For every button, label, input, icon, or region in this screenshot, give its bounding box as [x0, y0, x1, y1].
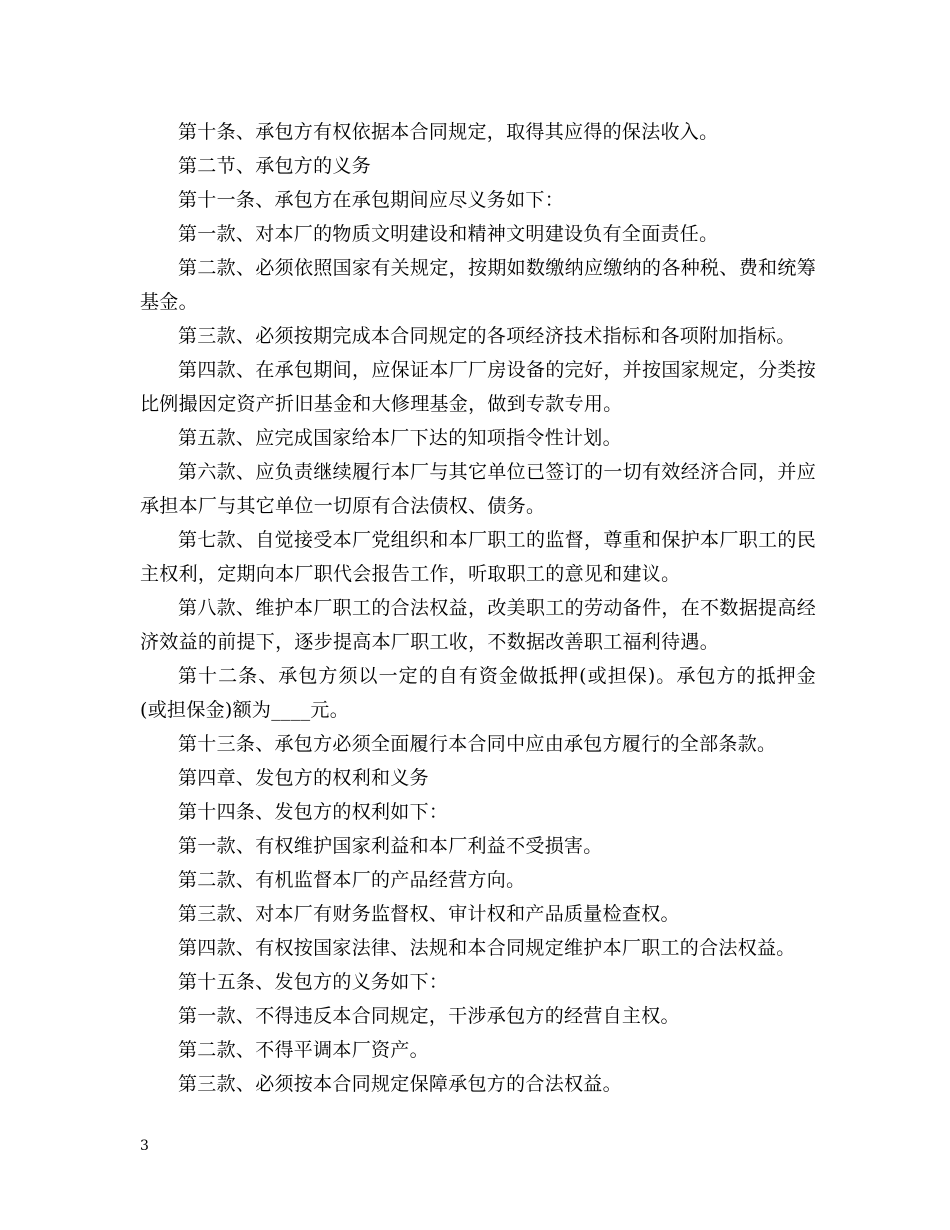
paragraph: 第八款、维护本厂职工的合法权益，改美职工的劳动备件，在不数据提高经济效益的前提下，逐步提高本厂职工收，不数据改善职工福利待遇。: [140, 597, 816, 653]
paragraph: 第三款、必须按期完成本合同规定的各项经济技术指标和各项附加指标。: [178, 325, 796, 347]
paragraph: 第二款、有机监督本厂的产品经营方向。: [178, 869, 526, 891]
paragraph: 第十三条、承包方必须全面履行本合同中应由承包方履行的全部条款。: [178, 733, 777, 755]
paragraph: 第四款、在承包期间，应保证本厂厂房设备的完好，并按国家规定，分类按比例撮因定资产折旧基金和大修理基金，做到专款专用。: [140, 359, 816, 415]
paragraph: 第十条、承包方有权依据本合同规定，取得其应得的保法收入。: [178, 121, 719, 143]
section-heading: 第二节、承包方的义务: [178, 155, 372, 177]
paragraph: 第十五条、发包方的义务如下：: [178, 971, 449, 993]
paragraph: 第七款、自觉接受本厂党组织和本厂职工的监督，尊重和保护本厂职工的民主权利，定期向本厂职代会报告工作，听取职工的意见和建议。: [140, 529, 816, 585]
paragraph: 第二款、必须依照国家有关规定，按期如数缴纳应缴纳的各种税、费和统筹基金。: [140, 257, 816, 313]
paragraph: 第十一条、承包方在承包期间应尽义务如下：: [178, 189, 565, 211]
paragraph: 第十四条、发包方的权利如下：: [178, 801, 449, 823]
page-number: 3: [140, 1138, 149, 1154]
paragraph: 第二款、不得平调本厂资产。: [178, 1039, 429, 1061]
paragraph: 第一款、不得违反本合同规定，干涉承包方的经营自主权。: [178, 1005, 680, 1027]
paragraph: 第一款、对本厂的物质文明建设和精神文明建设负有全面责任。: [178, 223, 719, 245]
paragraph: 第三款、对本厂有财务监督权、审计权和产品质量检查权。: [178, 903, 680, 925]
paragraph: 第十二条、承包方须以一定的自有资金做抵押(或担保)。承包方的抵押金(或担保金)额为____元。: [140, 665, 816, 721]
paragraph: 第一款、有权维护国家利益和本厂利益不受损害。: [178, 835, 603, 857]
chapter-heading: 第四章、发包方的权利和义务: [178, 767, 429, 789]
document-body: [140, 115, 816, 1101]
paragraph: 第三款、必须按本合同规定保障承包方的合法权益。: [178, 1073, 622, 1095]
paragraph: 第四款、有权按国家法律、法规和本合同规定维护本厂职工的合法权益。: [178, 937, 796, 959]
paragraph: 第五款、应完成国家给本厂下达的知项指令性计划。: [178, 427, 622, 449]
paragraph: 第六款、应负责继续履行本厂与其它单位已签订的一切有效经济合同，并应承担本厂与其它单位一切原有合法债权、债务。: [140, 461, 816, 517]
